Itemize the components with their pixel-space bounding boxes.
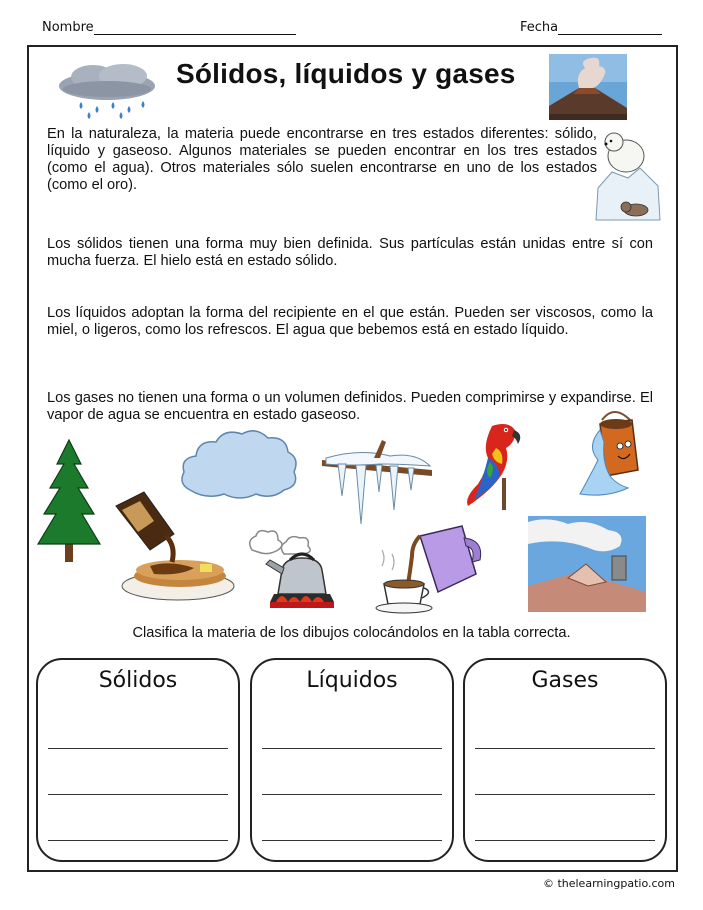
kettle-icon — [244, 528, 352, 612]
copyright-text: © thelearningpatio.com — [542, 877, 675, 890]
name-input-line[interactable] — [94, 22, 296, 35]
gases-paragraph: Los gases no tienen una forma o un volumen definidos. Pueden comprimirse y expandirse. El vapor de agua se encuentra en estado gaseoso. — [47, 390, 653, 423]
name-field[interactable] — [42, 20, 296, 35]
polar-bear-icon — [592, 128, 664, 223]
pine-tree-icon — [36, 438, 102, 564]
solids-write-line[interactable] — [48, 840, 228, 841]
liquids-write-line[interactable] — [262, 794, 442, 795]
liquids-label: Líquidos — [306, 668, 398, 693]
page-title: Sólidos, líquidos y gases — [176, 58, 516, 89]
intro-paragraph: En la naturaleza, la materia puede encontrarse en tres estados diferentes: sólido, líquido y gaseoso. Algunos materiales se pueden encontrar en los tres estados (como el agua). Otros materiales sólo suelen encontrarse en uno de los estados (como el oro). — [47, 126, 597, 193]
gases-write-line[interactable] — [475, 794, 655, 795]
solids-label: Sólidos — [98, 668, 178, 693]
pitcher-cup-icon — [372, 522, 488, 616]
name-label: Nombre — [42, 20, 94, 35]
icicle-branch-icon — [320, 434, 436, 526]
gases-box — [463, 658, 667, 862]
instruction-text: Clasifica la materia de los dibujos colocándolos en la tabla correcta. — [132, 625, 571, 641]
gases-write-line[interactable] — [475, 840, 655, 841]
chimney-smoke-icon — [528, 516, 646, 612]
solids-write-line[interactable] — [48, 748, 228, 749]
liquids-box — [250, 658, 454, 862]
liquids-paragraph: Los líquidos adoptan la forma del recipiente en el que están. Pueden ser viscosos, como la miel, o ligeros, como los refrescos. El agua que bebemos está en estado líquido. — [47, 305, 653, 338]
date-field[interactable] — [520, 20, 662, 35]
date-label: Fecha — [520, 20, 559, 35]
gases-label: Gases — [531, 668, 599, 693]
bucket-icon — [576, 406, 656, 502]
solids-write-line[interactable] — [48, 794, 228, 795]
syrup-pancakes-icon — [110, 490, 238, 604]
rain-cloud-icon — [55, 62, 160, 120]
solids-box — [36, 658, 240, 862]
liquids-write-line[interactable] — [262, 840, 442, 841]
volcano-icon — [549, 54, 627, 120]
date-input-line[interactable] — [558, 22, 662, 35]
gases-write-line[interactable] — [475, 748, 655, 749]
parrot-icon — [454, 418, 526, 512]
liquids-write-line[interactable] — [262, 748, 442, 749]
solids-paragraph: Los sólidos tienen una forma muy bien definida. Sus partículas están unidas entre sí con mucha fuerza. El hielo está en estado sólido. — [47, 236, 653, 269]
